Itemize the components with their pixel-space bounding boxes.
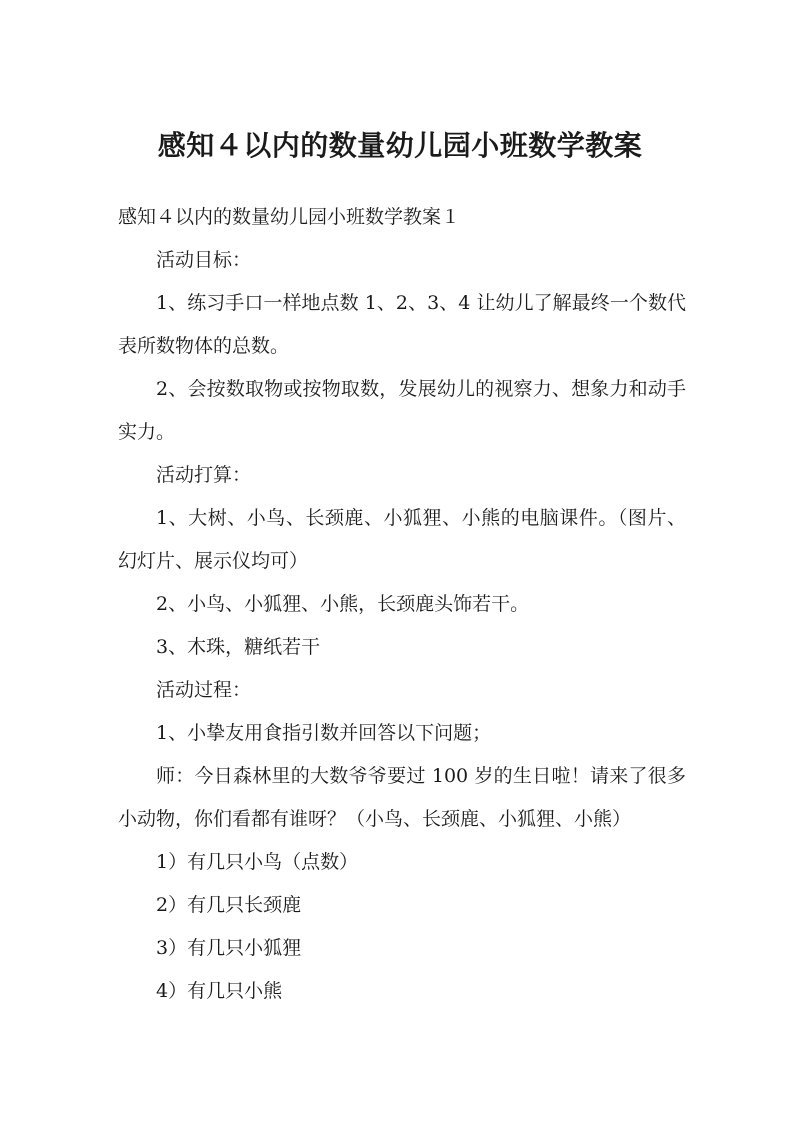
paragraph-process-1: 1、小挚友用食指引数并回答以下问题； — [156, 722, 492, 744]
paragraph-process-heading: 活动过程： — [156, 679, 252, 701]
document-title: 感知４以内的数量幼儿园小班数学教案 — [157, 129, 643, 162]
paragraph-goal-heading: 活动目标： — [156, 249, 252, 271]
paragraph-prep-3: 3、木珠，糖纸若干 — [156, 636, 321, 658]
paragraph-goal-2: 2、会按数取物或按物取数，发展幼儿的视察力、想象力和动手实力。 — [118, 378, 686, 443]
paragraph-prep-1: 1、大树、小鸟、长颈鹿、小狐狸、小熊的电脑课件。（图片、幻灯片、展示仪均可） — [118, 507, 686, 572]
paragraph-question-1: 1）有几只小鸟（点数） — [156, 851, 359, 873]
paragraph-subtitle: 感知４以内的数量幼儿园小班数学教案１ — [118, 206, 461, 228]
paragraph-question-2: 2）有几只长颈鹿 — [156, 894, 302, 916]
paragraph-question-3: 3）有几只小狐狸 — [156, 937, 302, 959]
paragraph-teacher-speech: 师：今日森林里的大数爷爷要过 100 岁的生日啦！请来了很多小动物，你们看都有谁呀？（小鸟、长颈鹿、小狐狸、小熊） — [118, 765, 686, 830]
paragraph-prep-2: 2、小鸟、小狐狸、小熊，长颈鹿头饰若干。 — [156, 593, 530, 615]
paragraph-question-4: 4）有几只小熊 — [156, 980, 283, 1002]
document-body — [118, 196, 686, 1013]
paragraph-goal-1: 1、练习手口一样地点数 1、2、3、4 让幼儿了解最终一个数代表所数物体的总数。 — [118, 292, 686, 357]
paragraph-prep-heading: 活动打算： — [156, 464, 252, 486]
